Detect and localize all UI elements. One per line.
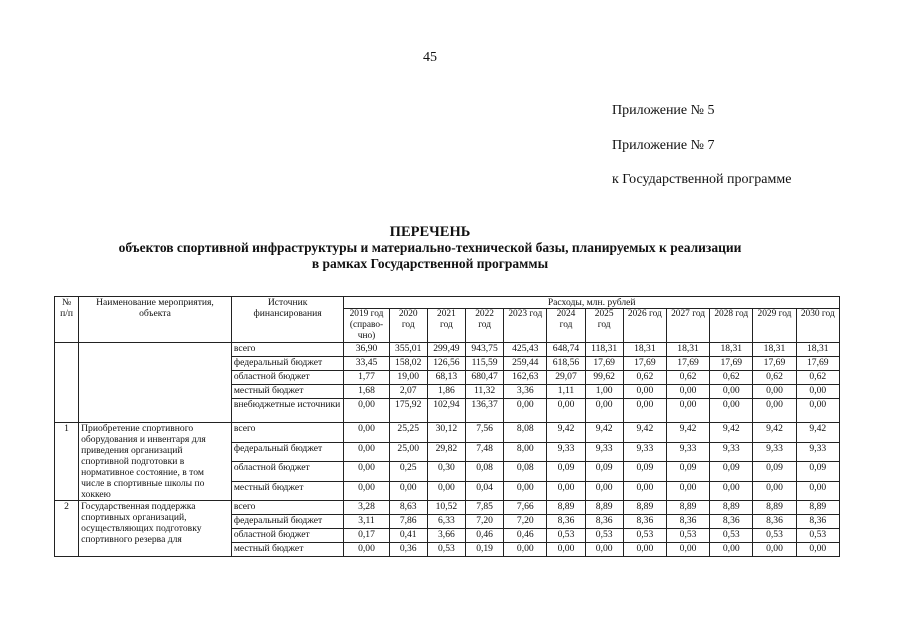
expense-value-cell: 0,62 [623, 371, 666, 385]
expense-value-cell: 9,33 [585, 442, 623, 462]
expense-value-cell: 17,69 [623, 357, 666, 371]
expense-value-cell: 7,56 [466, 423, 504, 443]
expense-value-cell: 8,36 [710, 515, 753, 529]
expense-value-cell: 115,59 [466, 357, 504, 371]
expense-value-cell: 0,53 [623, 529, 666, 543]
expense-value-cell: 0,25 [389, 462, 427, 482]
expense-value-cell: 0,46 [504, 529, 547, 543]
expense-value-cell: 0,00 [796, 543, 839, 557]
expense-value-cell: 25,00 [389, 442, 427, 462]
document-subtitle-line-1: объектов спортивной инфраструктуры и материально-технической базы, планируемых к реализации [118, 240, 742, 255]
expense-value-cell: 1,86 [427, 385, 465, 399]
expense-value-cell: 17,69 [753, 357, 796, 371]
expense-value-cell: 8,89 [666, 501, 709, 515]
expense-value-cell: 1,68 [344, 385, 389, 399]
expense-value-cell: 0,00 [796, 481, 839, 501]
expense-value-cell: 8,89 [547, 501, 585, 515]
expense-value-cell: 8,36 [666, 515, 709, 529]
expense-value-cell: 0,04 [466, 481, 504, 501]
expense-value-cell: 0,00 [710, 385, 753, 399]
expense-value-cell: 9,33 [796, 442, 839, 462]
expense-value-cell: 0,00 [666, 385, 709, 399]
expense-value-cell: 136,37 [466, 399, 504, 423]
expense-value-cell: 0,00 [344, 462, 389, 482]
expense-value-cell: 8,36 [547, 515, 585, 529]
expense-value-cell: 0,00 [753, 481, 796, 501]
table-row [55, 343, 840, 357]
expense-value-cell: 0,09 [547, 462, 585, 482]
expense-value-cell: 29,82 [427, 442, 465, 462]
header-year: 2020 год [389, 309, 427, 343]
expense-value-cell: 9,42 [753, 423, 796, 443]
expense-value-cell: 0,41 [389, 529, 427, 543]
expense-value-cell: 0,00 [623, 543, 666, 557]
expense-value-cell: 0,09 [710, 462, 753, 482]
expense-value-cell: 648,74 [547, 343, 585, 357]
expense-value-cell: 0,00 [666, 481, 709, 501]
header-year: 2022 год [466, 309, 504, 343]
funding-source-cell: областной бюджет [231, 529, 344, 543]
expense-value-cell: 8,89 [710, 501, 753, 515]
expense-value-cell: 7,85 [466, 501, 504, 515]
expense-value-cell: 0,19 [466, 543, 504, 557]
expense-value-cell: 10,52 [427, 501, 465, 515]
expense-value-cell: 0,00 [344, 442, 389, 462]
expense-value-cell: 0,08 [466, 462, 504, 482]
row-number-cell: 2 [55, 501, 79, 557]
expense-value-cell: 99,62 [585, 371, 623, 385]
funding-source-cell: местный бюджет [231, 543, 344, 557]
expense-value-cell: 680,47 [466, 371, 504, 385]
expense-value-cell: 1,00 [585, 385, 623, 399]
expense-value-cell: 0,53 [666, 529, 709, 543]
appendix-line-1: Приложение № 5 [612, 103, 715, 118]
expense-value-cell: 618,56 [547, 357, 585, 371]
expense-value-cell: 0,00 [666, 399, 709, 423]
header-year: 2024 год [547, 309, 585, 343]
expense-value-cell: 0,00 [710, 399, 753, 423]
expense-value-cell: 18,31 [710, 343, 753, 357]
expense-value-cell: 0,00 [504, 481, 547, 501]
expense-value-cell: 36,90 [344, 343, 389, 357]
expense-value-cell: 9,42 [666, 423, 709, 443]
funding-source-cell: местный бюджет [231, 385, 344, 399]
expense-value-cell: 3,11 [344, 515, 389, 529]
expense-value-cell: 0,00 [547, 481, 585, 501]
table-row [55, 423, 840, 443]
table-body [55, 343, 840, 557]
expense-value-cell: 0,00 [623, 385, 666, 399]
expense-value-cell: 0,09 [623, 462, 666, 482]
expense-value-cell: 8,89 [753, 501, 796, 515]
expense-value-cell: 19,00 [389, 371, 427, 385]
expense-value-cell: 0,30 [427, 462, 465, 482]
header-year: 2027 год [666, 309, 709, 343]
expense-value-cell: 0,09 [753, 462, 796, 482]
expense-value-cell: 8,36 [623, 515, 666, 529]
expense-value-cell: 0,53 [796, 529, 839, 543]
header-year: 2019 год (справо-чно) [344, 309, 389, 343]
page-number: 45 [423, 50, 437, 65]
expense-value-cell: 2,07 [389, 385, 427, 399]
row-number-cell [55, 343, 79, 423]
expense-value-cell: 259,44 [504, 357, 547, 371]
expense-value-cell: 355,01 [389, 343, 427, 357]
funding-source-cell: федеральный бюджет [231, 442, 344, 462]
expense-value-cell: 943,75 [466, 343, 504, 357]
expense-value-cell: 8,36 [753, 515, 796, 529]
expense-value-cell: 9,42 [547, 423, 585, 443]
expense-value-cell: 0,00 [427, 481, 465, 501]
expense-value-cell: 33,45 [344, 357, 389, 371]
expense-value-cell: 0,00 [623, 481, 666, 501]
activity-name-cell [79, 343, 232, 423]
expense-value-cell: 0,00 [753, 399, 796, 423]
expense-value-cell: 17,69 [666, 357, 709, 371]
activity-name-cell: Государственная поддержка спортивных организаций, осуществляющих подготовку спортивного резерва для [79, 501, 232, 557]
expense-value-cell: 0,62 [753, 371, 796, 385]
expense-value-cell: 9,33 [753, 442, 796, 462]
expense-value-cell: 8,36 [585, 515, 623, 529]
funding-source-cell: внебюджетные источники [231, 399, 344, 423]
expense-value-cell: 68,13 [427, 371, 465, 385]
expense-value-cell: 299,49 [427, 343, 465, 357]
expense-value-cell: 8,36 [796, 515, 839, 529]
expense-value-cell: 0,00 [585, 481, 623, 501]
expense-value-cell: 7,20 [466, 515, 504, 529]
table-row [55, 501, 840, 515]
header-year: 2023 год [504, 309, 547, 343]
expense-value-cell: 118,31 [585, 343, 623, 357]
expense-value-cell: 0,09 [585, 462, 623, 482]
header-expenses: Расходы, млн. рублей [344, 297, 840, 309]
expense-value-cell: 0,00 [585, 399, 623, 423]
expense-value-cell: 0,00 [344, 399, 389, 423]
expense-value-cell: 8,08 [504, 423, 547, 443]
funding-source-cell: областной бюджет [231, 371, 344, 385]
header-year: 2021 год [427, 309, 465, 343]
expense-value-cell: 0,00 [710, 481, 753, 501]
expense-value-cell: 9,33 [710, 442, 753, 462]
header-num: № п/п [55, 297, 79, 343]
funding-source-cell: областной бюджет [231, 462, 344, 482]
expense-value-cell: 18,31 [796, 343, 839, 357]
expense-value-cell: 158,02 [389, 357, 427, 371]
expense-value-cell: 8,89 [796, 501, 839, 515]
appendix-line-2: Приложение № 7 [612, 138, 715, 153]
expense-value-cell: 0,00 [547, 399, 585, 423]
funding-source-cell: всего [231, 343, 344, 357]
expense-value-cell: 0,00 [796, 385, 839, 399]
header-year: 2028 год [710, 309, 753, 343]
expense-value-cell: 3,28 [344, 501, 389, 515]
expense-value-cell: 9,42 [796, 423, 839, 443]
expense-value-cell: 0,09 [666, 462, 709, 482]
expense-value-cell: 0,00 [710, 543, 753, 557]
expense-value-cell: 0,00 [796, 399, 839, 423]
expense-value-cell: 0,36 [389, 543, 427, 557]
funding-source-cell: федеральный бюджет [231, 515, 344, 529]
expense-value-cell: 0,46 [466, 529, 504, 543]
expenses-table [54, 296, 840, 557]
expense-value-cell: 11,32 [466, 385, 504, 399]
document-title-block [0, 224, 860, 272]
expense-value-cell: 8,63 [389, 501, 427, 515]
expense-value-cell: 0,53 [547, 529, 585, 543]
expense-value-cell: 0,00 [344, 481, 389, 501]
expense-value-cell: 1,11 [547, 385, 585, 399]
expense-value-cell: 0,00 [547, 543, 585, 557]
table-header [55, 297, 840, 343]
funding-source-cell: федеральный бюджет [231, 357, 344, 371]
expense-value-cell: 0,00 [504, 543, 547, 557]
expense-value-cell: 0,53 [427, 543, 465, 557]
header-source: Источник финансирования [231, 297, 344, 343]
expense-value-cell: 126,56 [427, 357, 465, 371]
row-number-cell: 1 [55, 423, 79, 501]
activity-name-cell: Приобретение спортивного оборудования и инвентаря для приведения организаций спортивной подготовки в нормативное состояние, в том числе в спортивные школы по хоккею [79, 423, 232, 501]
expense-value-cell: 8,00 [504, 442, 547, 462]
expense-value-cell: 9,33 [547, 442, 585, 462]
expense-value-cell: 9,42 [585, 423, 623, 443]
expense-value-cell: 3,66 [427, 529, 465, 543]
expense-value-cell: 0,00 [344, 423, 389, 443]
document-subtitle-line-2: в рамках Государственной программы [311, 256, 549, 271]
header-year: 2026 год [623, 309, 666, 343]
expense-value-cell: 0,00 [344, 543, 389, 557]
expense-value-cell: 9,42 [710, 423, 753, 443]
expense-value-cell: 0,09 [796, 462, 839, 482]
funding-source-cell: всего [231, 423, 344, 443]
expense-value-cell: 0,62 [666, 371, 709, 385]
expense-value-cell: 8,89 [585, 501, 623, 515]
header-year: 2029 год [753, 309, 796, 343]
expense-value-cell: 0,00 [753, 543, 796, 557]
expense-value-cell: 175,92 [389, 399, 427, 423]
expense-value-cell: 7,48 [466, 442, 504, 462]
expense-value-cell: 25,25 [389, 423, 427, 443]
expense-value-cell: 17,69 [710, 357, 753, 371]
expense-value-cell: 0,53 [753, 529, 796, 543]
expense-value-cell: 17,69 [796, 357, 839, 371]
expense-value-cell: 0,00 [666, 543, 709, 557]
funding-source-cell: местный бюджет [231, 481, 344, 501]
expense-value-cell: 7,66 [504, 501, 547, 515]
expense-value-cell: 7,86 [389, 515, 427, 529]
header-year: 2030 год [796, 309, 839, 343]
header-year: 2025 год [585, 309, 623, 343]
expense-value-cell: 0,00 [623, 399, 666, 423]
expense-value-cell: 9,33 [666, 442, 709, 462]
expense-value-cell: 0,00 [389, 481, 427, 501]
expense-value-cell: 30,12 [427, 423, 465, 443]
expense-value-cell: 0,53 [710, 529, 753, 543]
expense-value-cell: 18,31 [623, 343, 666, 357]
expense-value-cell: 17,69 [585, 357, 623, 371]
expense-value-cell: 7,20 [504, 515, 547, 529]
expense-value-cell: 0,00 [504, 399, 547, 423]
expense-value-cell: 9,42 [623, 423, 666, 443]
expense-value-cell: 0,00 [753, 385, 796, 399]
expense-value-cell: 18,31 [753, 343, 796, 357]
document-title: ПЕРЕЧЕНЬ [389, 224, 471, 240]
expense-value-cell: 0,00 [585, 543, 623, 557]
appendix-line-3: к Государственной программе [612, 172, 792, 187]
expense-value-cell: 0,08 [504, 462, 547, 482]
expense-value-cell: 3,36 [504, 385, 547, 399]
expense-value-cell: 425,43 [504, 343, 547, 357]
expense-value-cell: 9,33 [623, 442, 666, 462]
expense-value-cell: 18,31 [666, 343, 709, 357]
funding-source-cell: всего [231, 501, 344, 515]
expense-value-cell: 0,17 [344, 529, 389, 543]
expense-value-cell: 0,62 [710, 371, 753, 385]
expense-value-cell: 29,07 [547, 371, 585, 385]
header-name: Наименование мероприятия, объекта [79, 297, 232, 343]
expense-value-cell: 1,77 [344, 371, 389, 385]
expense-value-cell: 102,94 [427, 399, 465, 423]
expense-value-cell: 0,53 [585, 529, 623, 543]
expense-value-cell: 0,62 [796, 371, 839, 385]
expense-value-cell: 162,63 [504, 371, 547, 385]
expense-value-cell: 8,89 [623, 501, 666, 515]
expense-value-cell: 6,33 [427, 515, 465, 529]
